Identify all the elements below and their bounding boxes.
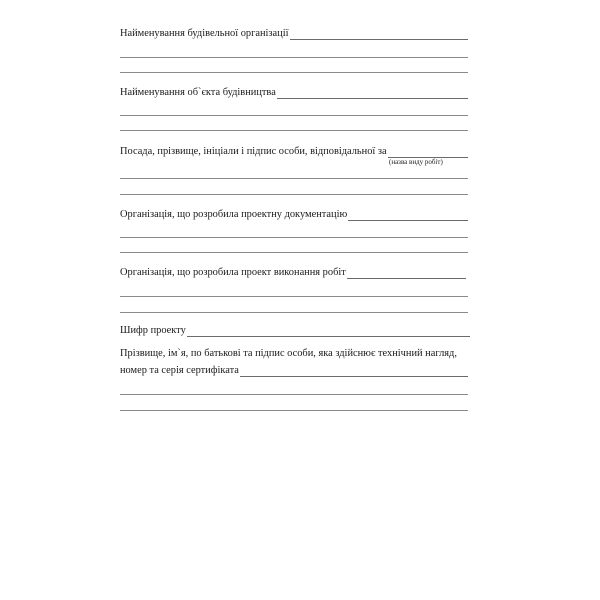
responsible-person-blank-line[interactable] xyxy=(120,194,468,195)
technical-supervision-blank-line[interactable] xyxy=(120,394,468,395)
design-org-field[interactable] xyxy=(338,220,468,221)
design-org-label: Організація, що розробила проектну документацію xyxy=(120,209,348,220)
certificate-field[interactable] xyxy=(236,376,468,377)
work-type-caption: (назва виду робіт) xyxy=(389,158,443,166)
responsible-person-label: Посада, прізвище, ініціали і підпис особи, відповідальної за xyxy=(120,146,387,157)
works-project-org-label: Організація, що розробила проект виконання робіт xyxy=(120,267,346,278)
works-project-org-blank-line[interactable] xyxy=(120,296,468,297)
construction-org-blank-line[interactable] xyxy=(120,72,468,73)
project-code-label: Шифр проекту xyxy=(120,325,186,336)
construction-org-label: Найменування будівельної організації xyxy=(120,28,289,39)
construction-org-blank-line[interactable] xyxy=(120,57,468,58)
construction-object-blank-line[interactable] xyxy=(120,130,468,131)
construction-org-field[interactable] xyxy=(282,39,468,40)
works-project-org-blank-line[interactable] xyxy=(120,312,468,313)
construction-object-field[interactable] xyxy=(268,98,468,99)
technical-supervision-label: Прізвище, ім`я, по батькові та підпис особи, яка здійснює технічний нагляд, xyxy=(120,348,457,359)
construction-object-label: Найменування об`єкта будівництва xyxy=(120,87,276,98)
project-code-field[interactable] xyxy=(184,336,470,337)
responsible-person-blank-line[interactable] xyxy=(120,178,468,179)
certificate-label: номер та серія сертифіката xyxy=(120,365,239,376)
technical-supervision-blank-line[interactable] xyxy=(120,410,468,411)
construction-object-blank-line[interactable] xyxy=(120,115,468,116)
design-org-blank-line[interactable] xyxy=(120,237,468,238)
design-org-blank-line[interactable] xyxy=(120,252,468,253)
works-project-org-field[interactable] xyxy=(338,278,466,279)
